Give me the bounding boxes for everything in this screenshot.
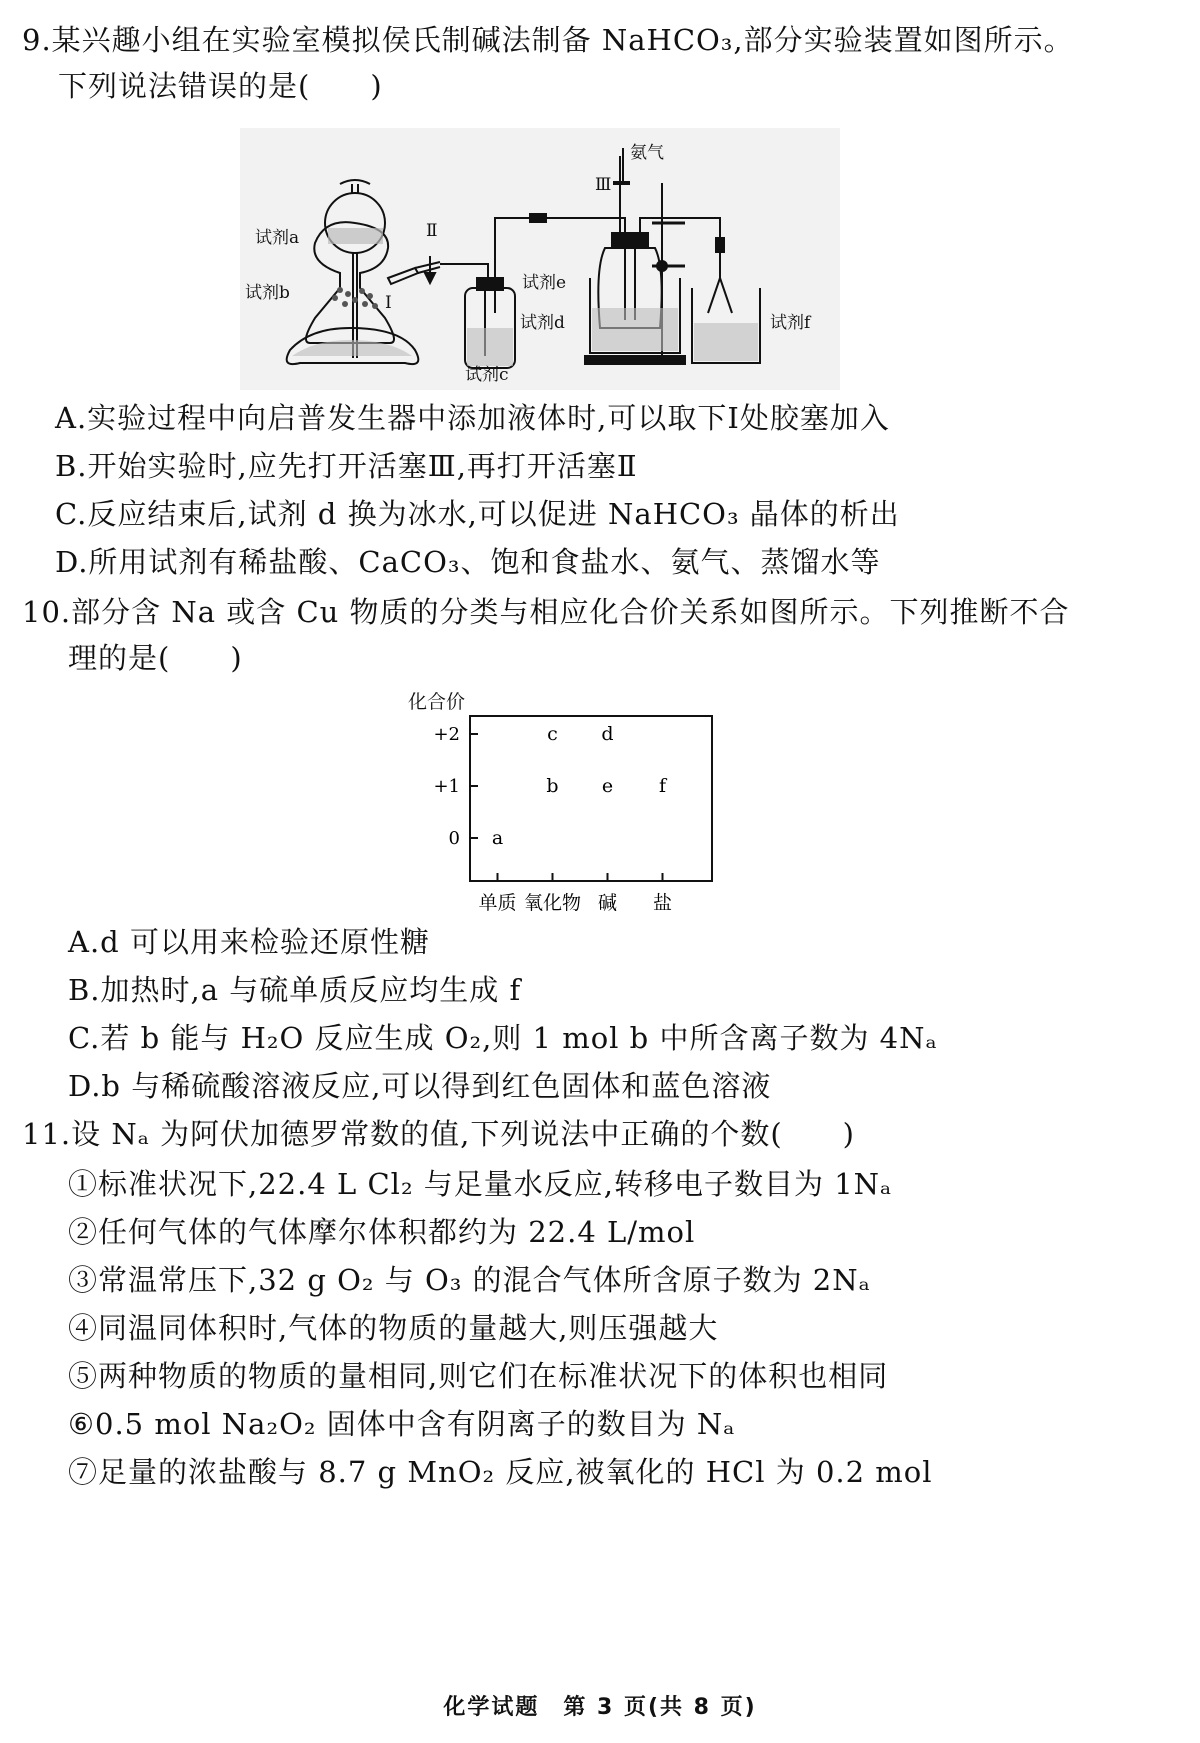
point-a: a — [491, 827, 504, 849]
apparatus-diagram — [240, 128, 840, 390]
x-category-label: 碱 — [597, 892, 618, 914]
y-tick-label: 0 — [448, 828, 460, 849]
q11-item-3: ③常温常压下,32 g O₂ 与 O₃ 的混合气体所含原子数为 2Nₐ — [68, 1263, 871, 1297]
q9-stem-line1: 9.某兴趣小组在实验室模拟侯氏制碱法制备 NaHCO₃,部分实验装置如图所示。 — [22, 23, 1074, 57]
x-category-label: 盐 — [652, 892, 673, 914]
q11-item-7: ⑦足量的浓盐酸与 8.7 g MnO₂ 反应,被氧化的 HCl 为 0.2 mol — [68, 1455, 933, 1489]
point-f: f — [658, 775, 667, 797]
q9-option-a: A.实验过程中向启普发生器中添加液体时,可以取下Ⅰ处胶塞加入 — [55, 401, 890, 435]
stopcock-1-label: Ⅰ — [385, 293, 392, 313]
point-d: d — [601, 723, 614, 745]
reagent-d-label: 试剂d — [520, 313, 565, 333]
reagent-b-label: 试剂b — [245, 283, 290, 303]
point-e: e — [601, 775, 614, 797]
point-c: c — [547, 723, 558, 745]
reagent-e-label: 试剂e — [522, 273, 567, 293]
q11-item-2: ②任何气体的气体摩尔体积都约为 22.4 L/mol — [68, 1215, 696, 1249]
x-category-label: 氧化物 — [523, 892, 582, 914]
q10-stem-line1: 10.部分含 Na 或含 Cu 物质的分类与相应化合价关系如图所示。下列推断不合 — [22, 595, 1070, 629]
reagent-c-label: 试剂c — [465, 365, 509, 385]
q9-stem-line2: 下列说法错误的是( ) — [58, 69, 383, 103]
q9-option-c: C.反应结束后,试剂 d 换为冰水,可以促进 NaHCO₃ 晶体的析出 — [55, 497, 900, 531]
y-tick-label: +2 — [433, 724, 460, 745]
ammonia-label: 氨气 — [630, 143, 664, 163]
stopcock-3-label: Ⅲ — [595, 175, 612, 195]
stopcock-2-label: Ⅱ — [426, 221, 438, 241]
point-b: b — [546, 775, 559, 797]
page-footer: 化学试题 第 3 页(共 8 页) — [443, 1695, 757, 1720]
q11-item-1: ①标准状况下,22.4 L Cl₂ 与足量水反应,转移电子数目为 1Nₐ — [68, 1167, 893, 1201]
reagent-a-label: 试剂a — [255, 228, 300, 248]
q9-option-b: B.开始实验时,应先打开活塞Ⅲ,再打开活塞Ⅱ — [55, 449, 638, 483]
q11-item-5: ⑤两种物质的物质的量相同,则它们在标准状况下的体积也相同 — [68, 1359, 889, 1393]
q10-option-c: C.若 b 能与 H₂O 反应生成 O₂,则 1 mol b 中所含离子数为 4Nₐ — [68, 1021, 938, 1055]
q11-item-4: ④同温同体积时,气体的物质的量越大,则压强越大 — [68, 1311, 719, 1345]
chart-frame — [470, 716, 712, 881]
q9-option-d: D.所用试剂有稀盐酸、CaCO₃、饱和食盐水、氨气、蒸馏水等 — [55, 545, 881, 579]
x-category-label: 单质 — [478, 892, 517, 914]
reagent-f-label: 试剂f — [770, 313, 811, 333]
y-tick-label: +1 — [433, 776, 460, 797]
q10-option-d: D.b 与稀硫酸溶液反应,可以得到红色固体和蓝色溶液 — [68, 1069, 772, 1103]
chart-ylabel: 化合价 — [408, 691, 466, 713]
q11-stem: 11.设 Nₐ 为阿伏加德罗常数的值,下列说法中正确的个数( ) — [22, 1117, 855, 1151]
valence-chart — [400, 686, 730, 916]
q10-option-a: A.d 可以用来检验还原性糖 — [68, 925, 430, 959]
q11-item-6: ⑥0.5 mol Na₂O₂ 固体中含有阴离子的数目为 Nₐ — [68, 1407, 736, 1441]
q10-stem-line2: 理的是( ) — [68, 641, 243, 675]
q10-option-b: B.加热时,a 与硫单质反应均生成 f — [68, 973, 522, 1007]
